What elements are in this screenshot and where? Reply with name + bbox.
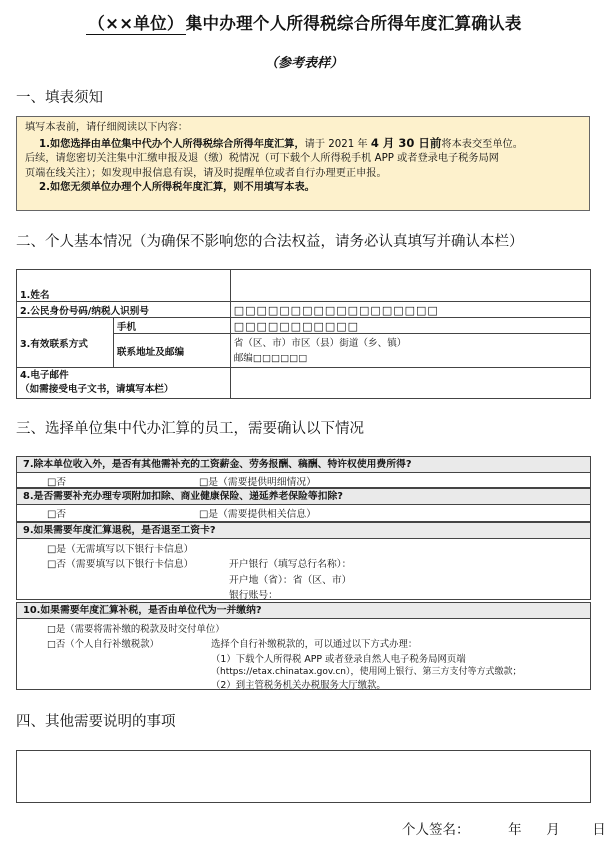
q9-bank-field[interactable]: 开户银行（填写总行名称）： xyxy=(229,559,352,570)
question9 xyxy=(16,522,591,600)
instructions-item1-line2: 后续，请您密切关注集中汇缴申报及退（缴）税情况（可下载个人所得税手机 APP 或者登录电子税务局网 xyxy=(25,153,499,164)
instructions-item1-line3: 页端在线关注）；如发现申报信息有误，请及时提醒单位或者自行办理更正申报。 xyxy=(25,167,387,179)
name-label: 1.姓名 xyxy=(17,270,231,302)
section4-heading: 四、其他需要说明的事项 xyxy=(16,714,176,730)
q9-location-field[interactable]: 开户地（省）：省（区、市） xyxy=(229,575,352,586)
address-line: 省（区、市）市区（县）街道（乡、镇） xyxy=(233,337,407,349)
q8-text: 8.是否需要补充办理专项附加扣除、商业健康保险、递延养老保险等扣除? xyxy=(17,489,590,505)
id-label: 2.公民身份号码/纳税人识别号 xyxy=(17,302,231,318)
section3-heading: 三、选择单位集中代办汇算的员工，需要确认以下情况 xyxy=(16,421,364,437)
section1-heading: 一、填表须知 xyxy=(16,90,103,106)
page-subtitle: （参考表样） xyxy=(264,56,343,71)
signature-month: 月 xyxy=(546,822,560,838)
phone-label: 手机 xyxy=(113,318,230,334)
unit-placeholder: （××单位） xyxy=(86,10,185,35)
signature-label: 个人签名： xyxy=(402,822,470,838)
signature-year: 年 xyxy=(508,822,522,838)
instructions-intro: 填写本表前，请仔细阅读以下内容： xyxy=(25,122,188,133)
instructions-item1: 1.如您选择由单位集中代办个人所得税综合所得年度汇算，请于 2021 年 4 月 30 日前将本表交至单位。 xyxy=(39,135,523,150)
q10-text: 10.如果需要年度汇算补税，是否由单位代为一并缴纳? xyxy=(17,603,590,619)
q7-no-checkbox[interactable]: □否 xyxy=(47,477,67,488)
email-field[interactable] xyxy=(230,368,590,399)
contact-label: 3.有效联系方式 xyxy=(17,318,114,368)
question8 xyxy=(16,488,591,522)
q7-yes-checkbox[interactable]: □是（需要提供明细情况） xyxy=(199,477,317,488)
instructions-item2: 2.如您无须单位办理个人所得税年度汇算，则不用填写本表。 xyxy=(39,182,315,193)
q8-no-checkbox[interactable]: □否 xyxy=(47,509,67,520)
question10 xyxy=(16,602,591,690)
q10-no-checkbox[interactable]: □否（个人自行补缴税款） xyxy=(47,639,159,650)
q10-yes-checkbox[interactable]: □是（需要将需补缴的税款及时交付单位） xyxy=(47,624,225,635)
section2-heading: 二、个人基本情况（为确保不影响您的合法权益，请务必认真填写并确认本栏） xyxy=(16,234,524,250)
q10-method2: （2）到主管税务机关办税服务大厅缴款。 xyxy=(211,680,386,691)
name-field[interactable] xyxy=(230,270,590,302)
personal-info-table xyxy=(16,269,591,399)
signature-day: 日 xyxy=(592,822,606,838)
id-field[interactable]: □□□□□□□□□□□□□□□□□□ xyxy=(230,302,590,318)
signature-line xyxy=(402,818,606,838)
address-field[interactable] xyxy=(230,334,590,368)
q8-yes-checkbox[interactable]: □是（需要提供相关信息） xyxy=(199,509,317,520)
q7-text: 7.除本单位收入外，是否有其他需补充的工资薪金、劳务报酬、稿酬、特许权使用费所得? xyxy=(17,457,590,473)
q9-text: 9.如果需要年度汇算退税，是否退至工资卡? xyxy=(17,523,590,539)
q10-method1: （1）下载个人所得税 APP 或者登录自然人电子税务局网页端 xyxy=(211,654,466,665)
q9-yes-checkbox[interactable]: □是（无需填写以下银行卡信息） xyxy=(47,544,194,555)
instructions-box xyxy=(16,116,590,211)
q10-method1-url: （https://etax.chinatax.gov.cn），使用网上银行、第三方支付等方式缴款； xyxy=(211,667,522,677)
title-text: 集中办理个人所得税综合所得年度汇算确认表 xyxy=(185,14,522,33)
question7 xyxy=(16,456,591,488)
q9-account-field[interactable]: 银行账号： xyxy=(229,590,278,601)
address-label: 联系地址及邮编 xyxy=(113,334,230,368)
q9-no-checkbox[interactable]: □否（需要填写以下银行卡信息） xyxy=(47,559,194,570)
page-title xyxy=(0,10,608,35)
phone-field[interactable]: □□□□□□□□□□□ xyxy=(230,318,590,334)
postcode-field: 邮编□□□□□□ xyxy=(233,352,308,364)
other-notes-field[interactable] xyxy=(16,750,591,803)
email-label: 4.电子邮件 （如需接受电子文书，请填写本栏） xyxy=(17,368,231,399)
q10-methods-intro: 选择个自行补缴税款的，可以通过以下方式办理： xyxy=(211,639,418,650)
